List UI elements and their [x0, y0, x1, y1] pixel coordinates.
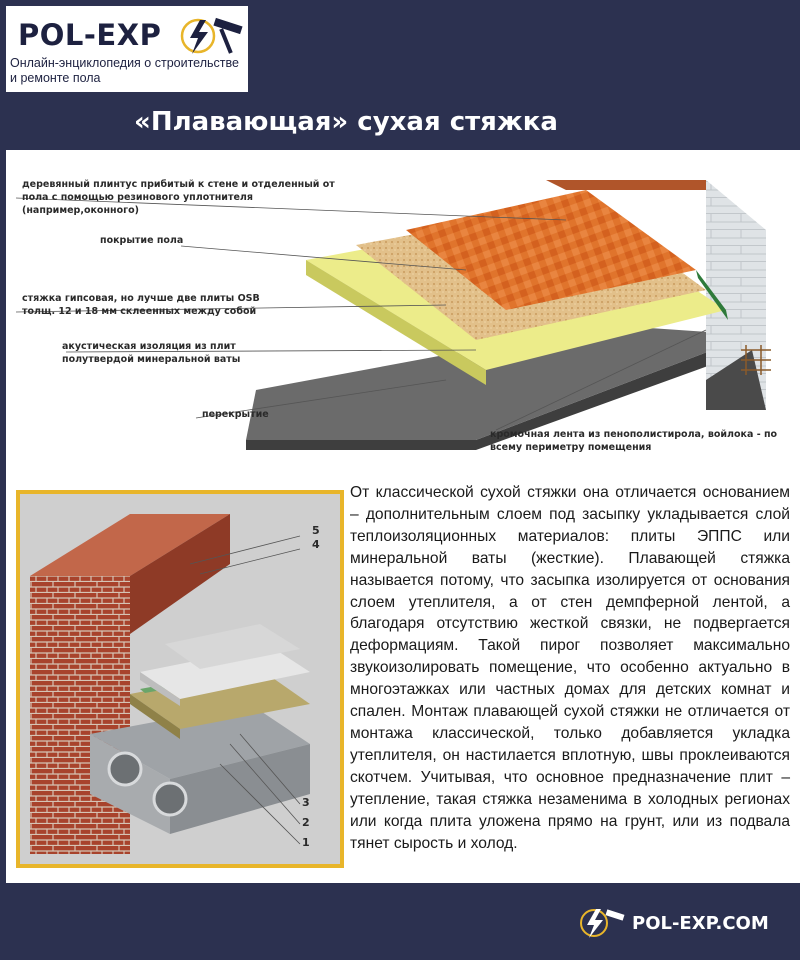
callout-1: 1 — [302, 836, 310, 849]
page-title: «Плавающая» сухая стяжка — [134, 107, 558, 137]
label-floor-covering: покрытие пола — [100, 235, 184, 246]
description-text: От классической сухой стяжки она отличается основанием – дополнительным слоем под засыпку укладывается слой теплоизоляционных материалов: плиты ЭППС или минеральной ваты (жесткие). Плавающей стяжка называется потому, что засыпка изолируется от основания слоем утеплителя, а от стен демпферной лентой, а благодаря отсутствию жесткой связки, не подвергается деформациям. Такой пирог позволяет максимально звукоизолировать помещение, что особенно актуально в многоэтажках или частных домах для детских комнат и спален. Монтаж плавающей сухой стяжки не отличается от монтажа классической, только добавляется укладка утеплителя, он настилается вплотную, швы проклеиваются скотчем. Учитывая, что основное предназначение плит – утепление, такая стяжка незаменима в холодных регионах или когда плита уложена прямо на грунт, или из подвала тянет сырость и холод. — [350, 484, 790, 852]
callout-4: 4 — [312, 538, 320, 551]
footer-brand-text: POL-EXP.COM — [632, 912, 769, 934]
logo-subtitle: Онлайн-энциклопедия о строительстве и ремонте пола — [10, 56, 239, 85]
tools-lightning-icon — [176, 16, 248, 56]
logo-text: POL-EXP — [18, 18, 162, 52]
label-screed: стяжка гипсовая, но лучше две плиты OSB толщ. 12 и 18 мм склеенных между собой — [22, 293, 260, 317]
cross-section-diagram — [16, 490, 344, 868]
label-slab: перекрытие — [202, 409, 269, 420]
callout-5: 5 — [312, 524, 320, 537]
callout-2: 2 — [302, 816, 310, 829]
cross-section-illustration — [20, 494, 340, 864]
title-bar — [0, 96, 652, 148]
label-edge-strip: кромочная лента из пенополистирола, войлока - по всему периметру помещения — [490, 429, 778, 453]
footer-brand[interactable] — [576, 906, 769, 940]
tools-lightning-icon — [576, 906, 626, 940]
header-logo-panel — [6, 6, 248, 92]
label-acoustic-insulation: акустическая изоляция из плит полутвердой минеральной ваты — [62, 341, 241, 365]
content-panel — [6, 150, 800, 883]
callout-3: 3 — [302, 796, 310, 809]
label-baseboard: деревянный плинтус прибитый к стене и отделенный от пола с помощью резинового уплотнителя (например,оконного) — [22, 179, 335, 216]
